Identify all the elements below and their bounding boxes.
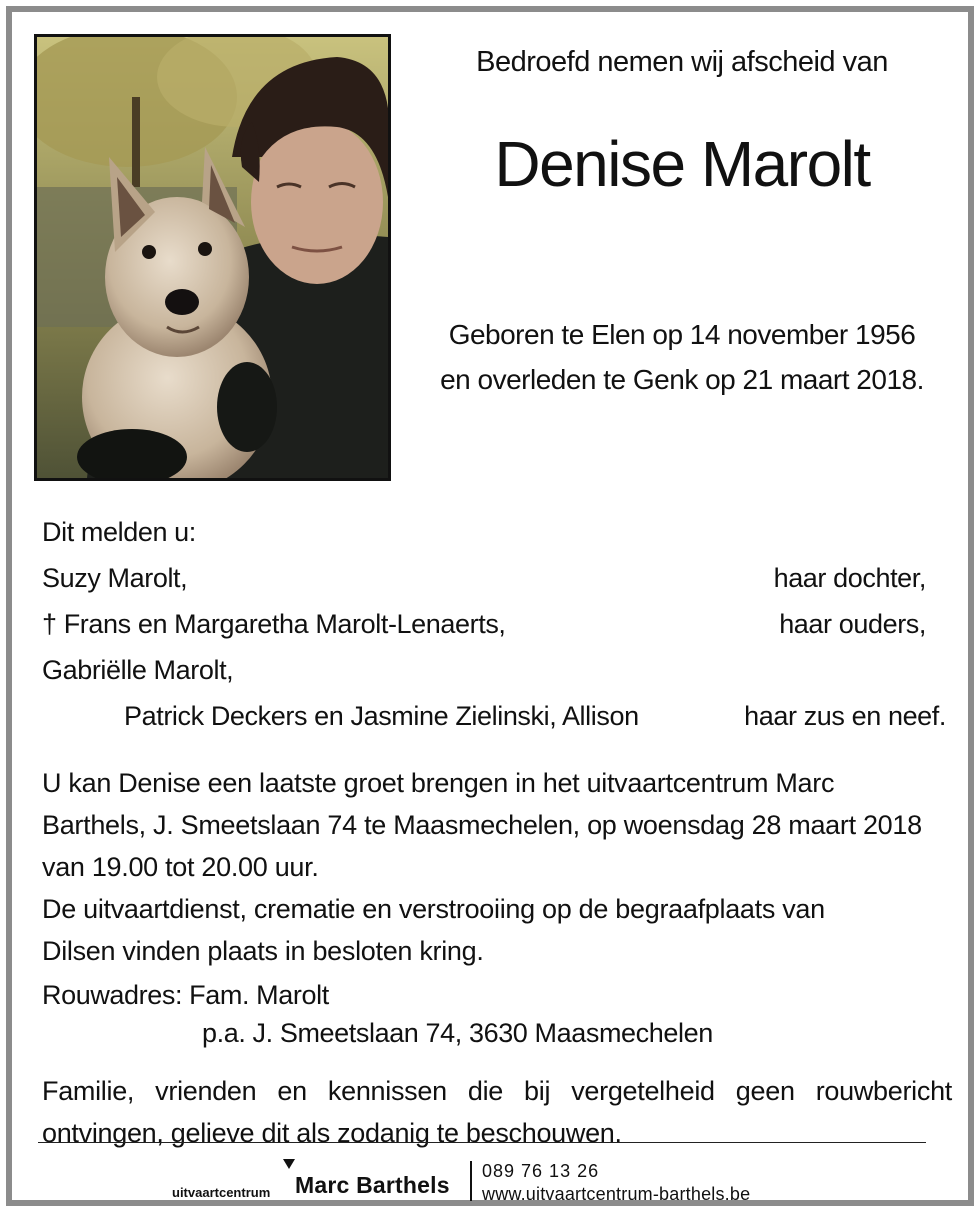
- footer-tagline: uitvaartcentrum: [172, 1185, 271, 1200]
- family-member-name: Patrick Deckers en Jasmine Zielinski, Allison: [124, 701, 639, 731]
- triangle-logo-icon: [283, 1159, 295, 1169]
- footer-phone: 089 76 13 26: [482, 1161, 600, 1181]
- family-member-relation: haar ouders,: [779, 609, 926, 639]
- footer-divider: [38, 1142, 926, 1143]
- mourning-address: p.a. J. Smeetslaan 74, 3630 Maasmechelen: [202, 1018, 713, 1048]
- family-member-relation: haar dochter,: [773, 563, 926, 593]
- service-paragraph: [42, 888, 952, 972]
- visit-line: Barthels, J. Smeetslaan 74 te Maasmechelen, op woensdag 28 maart 2018: [42, 810, 922, 840]
- footer-brand: Marc Barthels: [295, 1172, 450, 1198]
- deceased-name: Denise Marolt: [494, 128, 870, 200]
- obituary-card: [6, 6, 974, 1206]
- service-line: De uitvaartdienst, crematie en verstrooiing op de begraafplaats van: [42, 894, 825, 924]
- portrait-photo: [34, 34, 391, 481]
- footer-website: www.uitvaartcentrum-barthels.be: [482, 1184, 751, 1204]
- birth-line: Geboren te Elen op 14 november 1956: [448, 319, 916, 350]
- footer-separator: [470, 1161, 472, 1201]
- family-member-name: Gabriëlle Marolt,: [42, 655, 234, 685]
- service-line: Dilsen vinden plaats in besloten kring.: [42, 936, 484, 966]
- life-dates: [417, 312, 947, 402]
- family-member-name: † Frans en Margaretha Marolt-Lenaerts,: [42, 609, 506, 639]
- family-member-name: Suzy Marolt,: [42, 563, 188, 593]
- visit-line: van 19.00 tot 20.00 uur.: [42, 852, 319, 882]
- closing-line: ontvingen, gelieve dit als zodanig te beschouwen.: [42, 1118, 622, 1148]
- closing-line: Familie, vrienden en kennissen die bij vergetelheid geen rouwbericht: [42, 1076, 952, 1106]
- intro-text: Bedroefd nemen wij afscheid van: [476, 46, 888, 78]
- funeral-home-footer: [12, 1157, 968, 1207]
- visit-paragraph: [42, 762, 952, 888]
- announcement-heading: Dit melden u:: [42, 517, 196, 547]
- mourning-address-label: Rouwadres: Fam. Marolt: [42, 980, 329, 1010]
- portrait-photo-icon: [37, 37, 388, 478]
- death-line: en overleden te Genk op 21 maart 2018.: [440, 364, 924, 395]
- family-member-relation: haar zus en neef.: [744, 701, 946, 731]
- visit-line: U kan Denise een laatste groet brengen in het uitvaartcentrum Marc: [42, 768, 835, 798]
